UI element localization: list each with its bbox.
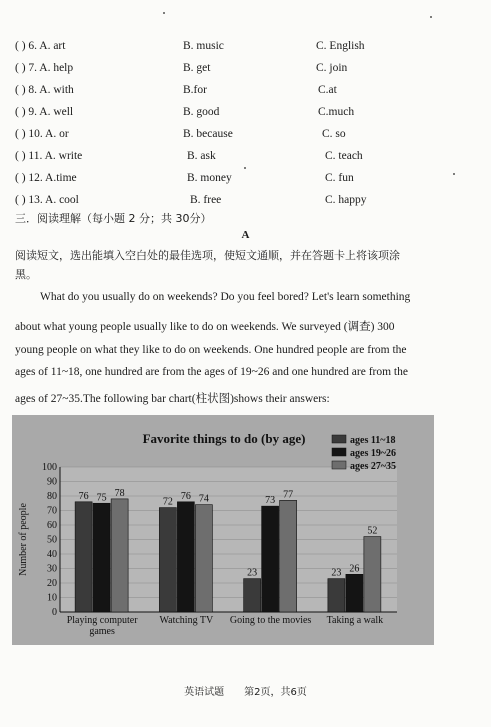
x-tick-label: Taking a walk — [326, 615, 384, 626]
y-tick-label: 80 — [47, 491, 57, 502]
question-row — [0, 40, 491, 60]
y-tick-label: 60 — [47, 520, 57, 531]
legend-swatch — [332, 448, 346, 456]
question-option-a: ( ) 7. A. help — [15, 62, 74, 74]
question-row — [0, 128, 491, 148]
question-option-b: B. free — [190, 194, 222, 206]
y-tick-label: 100 — [42, 462, 57, 473]
y-tick-label: 10 — [47, 592, 57, 604]
bar-value-label: 26 — [349, 563, 360, 575]
page-footer: 英语试题 第2页，共6页 — [184, 687, 307, 698]
y-tick-label: 90 — [47, 476, 57, 488]
question-option-c: C. join — [316, 62, 348, 74]
question-option-b: B. money — [187, 172, 232, 184]
y-tick-label: 20 — [47, 578, 57, 589]
instruction-line: 阅读短文，选出能填入空白处的最佳选项，使短文通顺，并在答题卡上将该项涂 — [15, 249, 400, 262]
question-option-b: B. ask — [187, 150, 216, 162]
bar — [328, 579, 345, 612]
instruction-line: 黑。 — [15, 268, 37, 281]
bar-chart-svg — [12, 415, 434, 645]
question-option-a: ( ) 9. A. well — [15, 106, 74, 118]
bar — [159, 508, 176, 612]
chart-title: Favorite things to do (by age) — [142, 431, 306, 446]
x-tick-label: Going to the movies — [229, 615, 312, 626]
passage-line: ages of 27~35.The following bar chart(柱状图)shows their answers: — [15, 393, 330, 405]
section-heading: 三．阅读理解（每小题 2 分；共 30分） — [15, 212, 212, 225]
question-row — [0, 62, 491, 82]
bar — [364, 537, 381, 612]
x-tick-label: Playing computer — [66, 615, 138, 626]
bar — [244, 579, 261, 612]
question-option-b: B. get — [183, 62, 211, 74]
legend-swatch — [332, 461, 346, 469]
y-tick-label: 50 — [47, 534, 57, 546]
y-axis-label: Number of people — [18, 503, 29, 576]
passage-line: What do you usually do on weekends? Do you feel bored? Let's learn something — [40, 291, 411, 303]
paper-speck — [163, 12, 165, 14]
passage-line: ages of 11~18, one hundred are from the ages of 19~26 and one hundred are from the — [15, 366, 408, 378]
question-option-a: ( ) 13. A. cool — [15, 194, 79, 206]
bar — [75, 502, 92, 612]
paper-speck — [244, 167, 246, 169]
bar-value-label: 52 — [367, 525, 378, 537]
bar-value-label: 76 — [78, 490, 89, 502]
question-option-c: C.much — [318, 106, 355, 118]
y-tick-label: 30 — [47, 563, 57, 575]
bar-chart — [12, 415, 434, 645]
part-label: A — [241, 229, 250, 241]
x-tick-label: Watching TV — [159, 615, 214, 626]
question-row — [0, 84, 491, 104]
question-option-c: C. teach — [325, 150, 363, 162]
bar-value-label: 23 — [247, 567, 258, 579]
bar-value-label: 72 — [162, 496, 173, 508]
question-option-b: B.for — [183, 84, 207, 96]
y-tick-label: 70 — [47, 505, 57, 517]
bar-value-label: 78 — [114, 487, 125, 499]
question-option-b: B. because — [183, 128, 233, 140]
bar-value-label: 23 — [331, 567, 342, 579]
bar — [262, 506, 279, 612]
bar — [93, 503, 110, 612]
question-option-c: C. so — [322, 128, 346, 140]
paper-speck — [430, 16, 432, 18]
paper-speck — [453, 173, 455, 175]
passage-line: young people on what they like to do on weekends. One hundred people are from the — [15, 344, 407, 356]
question-option-c: C. fun — [325, 172, 354, 184]
legend-label: ages 27~35 — [350, 461, 397, 472]
question-option-a: ( ) 12. A.time — [15, 172, 77, 184]
question-row — [0, 106, 491, 126]
legend-label: ages 19~26 — [350, 448, 397, 459]
question-option-a: ( ) 10. A. or — [15, 128, 69, 140]
bar-value-label: 74 — [198, 493, 209, 505]
x-tick-label: games — [89, 626, 115, 637]
question-option-b: B. good — [183, 106, 220, 118]
question-option-a: ( ) 11. A. write — [15, 150, 83, 162]
bar — [346, 574, 363, 612]
bar-value-label: 77 — [283, 489, 294, 501]
bar — [195, 505, 212, 612]
question-option-c: C. English — [316, 40, 365, 52]
bar — [177, 502, 194, 612]
y-tick-label: 40 — [47, 549, 57, 560]
question-option-b: B. music — [183, 40, 224, 52]
bar — [280, 500, 297, 612]
bar-value-label: 75 — [96, 492, 107, 504]
question-option-c: C.at — [318, 84, 337, 96]
question-row — [0, 172, 491, 192]
passage-line: about what young people usually like to do on weekends. We surveyed (调查) 300 — [15, 321, 395, 333]
question-option-a: ( ) 8. A. with — [15, 84, 74, 96]
question-option-c: C. happy — [325, 194, 367, 206]
bar-value-label: 73 — [265, 495, 276, 507]
bar-value-label: 76 — [180, 490, 191, 502]
legend-swatch — [332, 435, 346, 443]
question-option-a: ( ) 6. A. art — [15, 40, 66, 52]
bar — [111, 499, 128, 612]
y-tick-label: 0 — [52, 607, 57, 618]
legend-label: ages 11~18 — [350, 435, 396, 446]
